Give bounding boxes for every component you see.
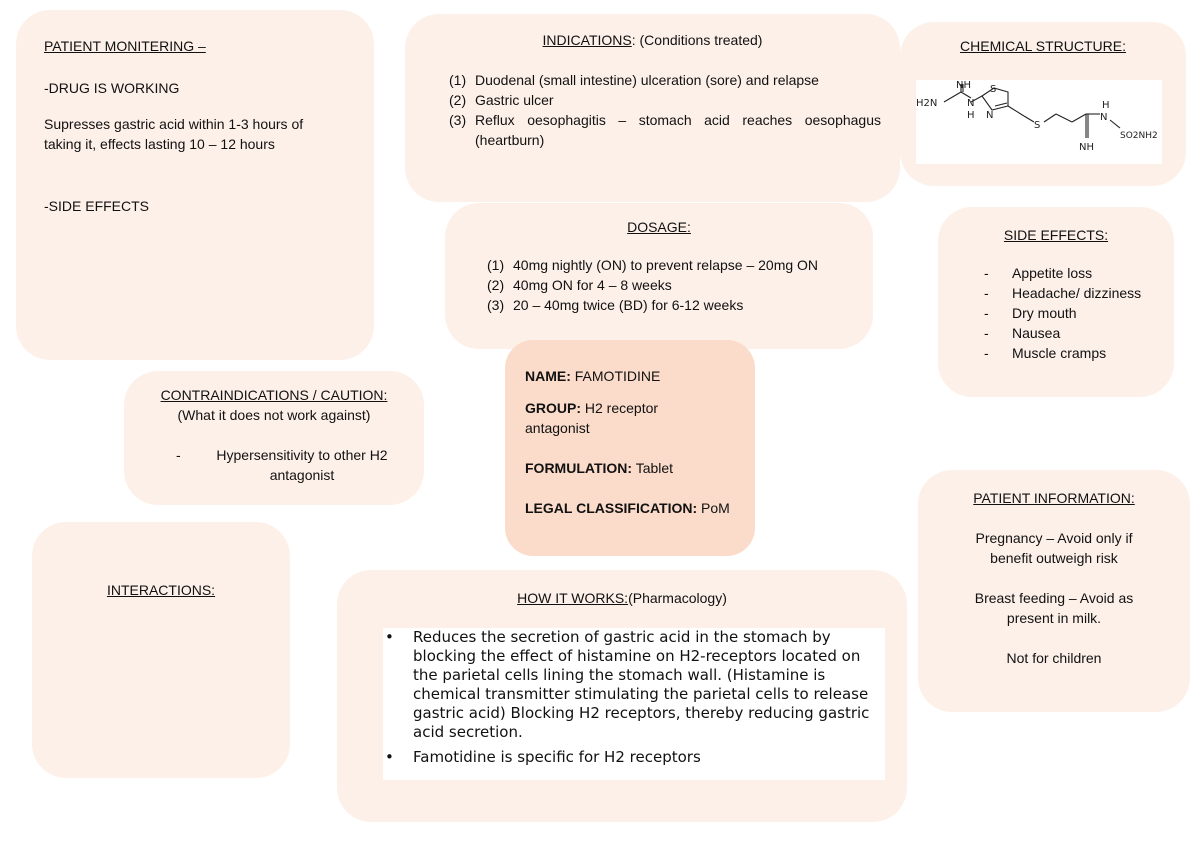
dosage-card [445, 203, 873, 349]
list-item: - Headache/ dizziness [984, 285, 1142, 301]
h-right-label: H [1102, 100, 1110, 111]
specificity-text: Famotidine is specific for H2 receptors [413, 748, 701, 766]
indications-card [405, 14, 900, 202]
chemical-structure-svg [916, 80, 1162, 164]
contraindications-card [124, 371, 424, 505]
list-item: (3) 20 – 40mg twice (BD) for 6-12 weeks [487, 297, 744, 313]
side-effects-card [938, 207, 1174, 397]
how-it-works-subtitle: (Pharmacology) [628, 590, 727, 606]
name-value: FAMOTIDINE [574, 368, 661, 384]
contraindication-bullet: - [176, 447, 181, 463]
dosage-list [487, 255, 873, 315]
so2nh2-label: SO2NH2 [1120, 131, 1158, 141]
how-it-works-title: HOW IT WORKS: [517, 590, 629, 606]
list-item: - Nausea [984, 325, 1061, 341]
famotidine-structure-diagram [916, 80, 1162, 164]
drug-working-heading: -DRUG IS WORKING [44, 80, 180, 96]
list-item: (2) Gastric ulcer [449, 92, 554, 108]
indications-subtitle: : (Conditions treated) [631, 32, 763, 48]
contraindications-subtitle: (What it does not work against) [177, 407, 371, 423]
contraindication-item-line1: Hypersensitivity to other H2 [216, 447, 388, 463]
breastfeeding-info: Breast feeding – Avoid as present in milk. [974, 590, 1134, 626]
h-left-label: H [967, 110, 975, 121]
indications-list [449, 70, 881, 150]
interactions-title: INTERACTIONS: [106, 582, 216, 598]
drug-working-text: Supresses gastric acid within 1-3 hours of taking it, effects lasting 10 – 12 hours [44, 116, 304, 152]
children-info: Not for children [1006, 650, 1102, 666]
list-item: • Famotidine is specific for H2 receptors [385, 748, 701, 766]
list-item: • Reduces the secretion of gastric acid in the stomach by blocking the effect of histamine on H2-receptors located on the parietal cells lining the stomach wall. (Histamine is chemical transmitter stimulating the parietal cells to release gastric acid) Blocking H2 receptors, thereby reducing gastric acid secretion. [383, 628, 885, 742]
contraindications-title: CONTRAINDICATIONS / CAUTION: [160, 387, 388, 403]
name-label: NAME: [525, 368, 571, 384]
h2n-label: H2N [916, 98, 938, 109]
chemical-structure-card [900, 22, 1186, 186]
chemical-structure-title: CHEMICAL STRUCTURE: [960, 38, 1126, 54]
monitoring-side-effects-heading: -SIDE EFFECTS [44, 198, 150, 214]
list-item: - Muscle cramps [984, 345, 1107, 361]
list-item: - Appetite loss [984, 265, 1093, 281]
group-label: GROUP: [525, 400, 581, 416]
formulation-label: FORMULATION: [525, 460, 633, 476]
patient-monitoring-card [16, 10, 374, 360]
patient-information-card [918, 470, 1190, 712]
side-effects-title: SIDE EFFECTS: [1003, 227, 1109, 243]
interactions-card [32, 522, 290, 778]
nh-top-label: NH [956, 80, 971, 91]
indications-title: INDICATIONS [542, 32, 632, 48]
legal-classification-label: LEGAL CLASSIFICATION: [525, 500, 698, 516]
dosage-title: DOSAGE: [627, 219, 691, 235]
side-effects-list [984, 263, 1174, 363]
n-ring-label: N [986, 110, 994, 121]
list-item: (1) Duodenal (small intestine) ulceration (sore) and relapse [449, 72, 819, 88]
mechanism-text: Reduces the secretion of gastric acid in the stomach by blocking the effect of histamine on H2-receptors located on the parietal cells lining the stomach wall. (Histamine is chemical transmitter stimulating the parietal cells to release gastric acid) Blocking H2 receptors, thereby reducing gastric acid secretion. [413, 628, 870, 741]
how-it-works-card [337, 570, 907, 822]
formulation-value: Tablet [635, 460, 674, 476]
pregnancy-info: Pregnancy – Avoid only if benefit outweigh risk [975, 530, 1133, 566]
list-item: (2) 40mg ON for 4 – 8 weeks [487, 277, 672, 293]
patient-monitoring-title: PATIENT MONITERING – [44, 38, 206, 54]
drug-info-card [505, 340, 755, 556]
list-item: (3) Reflux oesophagitis – stomach acid reaches oesophagus (heartburn) [449, 112, 881, 148]
list-item: (1) 40mg nightly (ON) to prevent relapse – 20mg ON [487, 257, 819, 273]
legal-classification-value: PoM [701, 500, 730, 516]
n-left-label: N [967, 98, 975, 109]
s-ring-label: S [990, 84, 997, 95]
nh-bottom-label: NH [1079, 142, 1094, 153]
patient-information-title: PATIENT INFORMATION: [973, 490, 1135, 506]
n-right-label: N [1100, 112, 1108, 123]
group-value: H2 receptor antagonist [525, 400, 659, 436]
s-chain-label: S [1034, 120, 1041, 131]
list-item: - Dry mouth [984, 305, 1077, 321]
how-it-works-textbox [383, 628, 885, 780]
contraindication-item-line2: antagonist [269, 467, 335, 483]
